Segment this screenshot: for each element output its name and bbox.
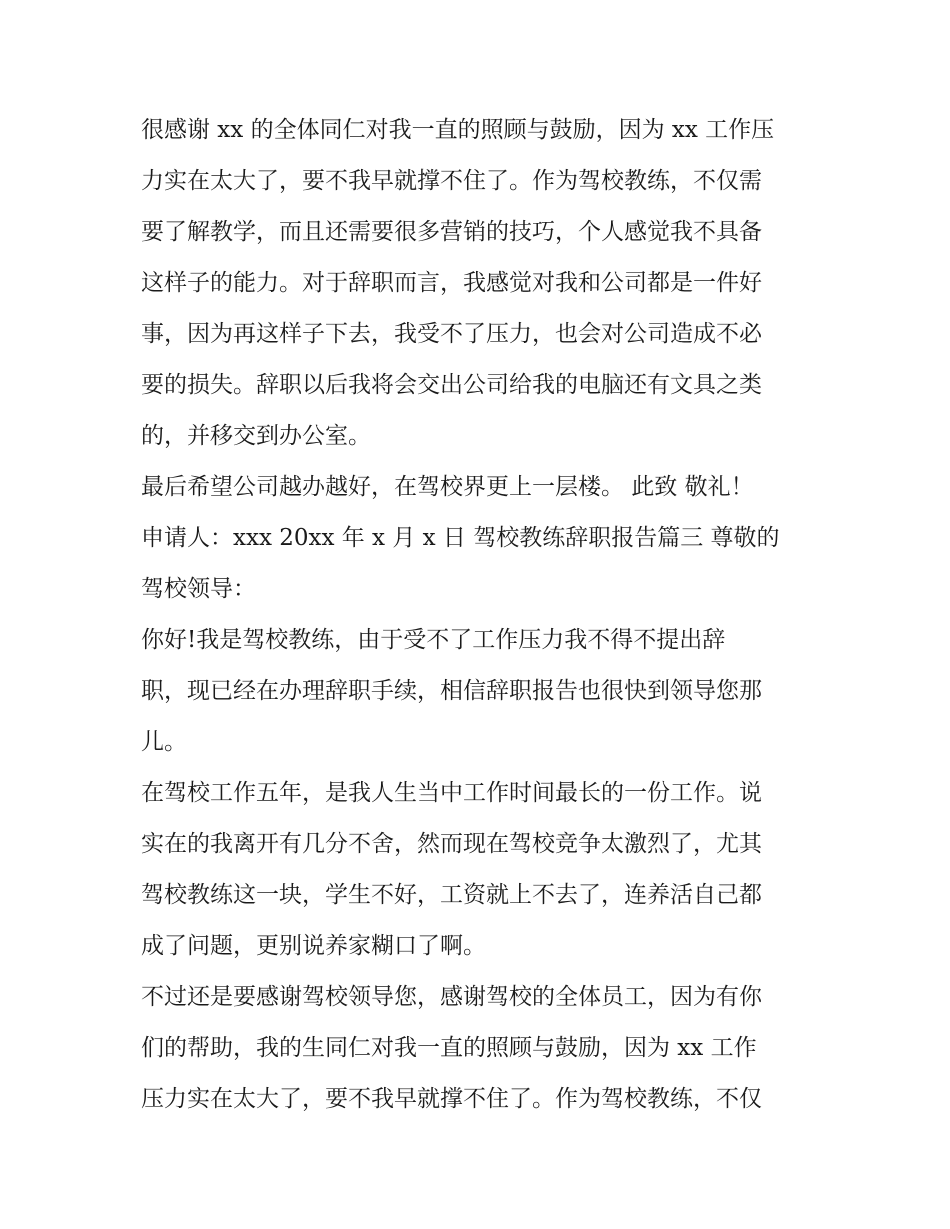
text-line: 要的损失。辞职以后我将会交出公司给我的电脑还有文具之类 <box>141 372 762 398</box>
text-line: 申请人：xxx 20xx 年 x 月 x 日 驾校教练辞职报告篇三 尊敬的 <box>141 525 780 551</box>
text-line: 要了解教学，而且还需要很多营销的技巧，个人感觉我不具备 <box>141 219 762 245</box>
text-line: 力实在太大了，要不我早就撑不住了。作为驾校教练，不仅需 <box>141 168 762 194</box>
text-line: 实在的我离开有几分不舍，然而现在驾校竞争太激烈了，尤其 <box>141 831 762 857</box>
text-line: 在驾校工作五年，是我人生当中工作时间最长的一份工作。说 <box>141 780 762 806</box>
text-line: 很感谢 xx 的全体同仁对我一直的照顾与鼓励，因为 xx 工作压 <box>141 117 775 143</box>
text-line: 职，现已经在办理辞职手续，相信辞职报告也很快到领导您那 <box>141 678 762 704</box>
text-line: 儿。 <box>141 729 187 755</box>
text-line: 最后希望公司越办越好，在驾校界更上一层楼。 此致 敬礼！ <box>141 474 754 500</box>
text-line: 驾校领导： <box>141 576 256 602</box>
text-line: 驾校教练这一块，学生不好，工资就上不去了，连养活自己都 <box>141 882 762 908</box>
text-line: 这样子的能力。对于辞职而言，我感觉对我和公司都是一件好 <box>141 270 762 296</box>
text-line: 不过还是要感谢驾校领导您，感谢驾校的全体员工，因为有你 <box>141 984 762 1010</box>
text-line: 压力实在太大了，要不我早就撑不住了。作为驾校教练，不仅 <box>141 1086 762 1112</box>
text-line: 成了问题，更别说养家糊口了啊。 <box>141 933 486 959</box>
text-line: 的，并移交到办公室。 <box>141 423 371 449</box>
document-body <box>141 105 821 1125</box>
text-line: 们的帮助，我的生同仁对我一直的照顾与鼓励，因为 xx 工作 <box>141 1035 757 1061</box>
text-line: 你好!我是驾校教练，由于受不了工作压力我不得不提出辞 <box>141 627 726 653</box>
text-line: 事，因为再这样子下去，我受不了压力，也会对公司造成不必 <box>141 321 762 347</box>
